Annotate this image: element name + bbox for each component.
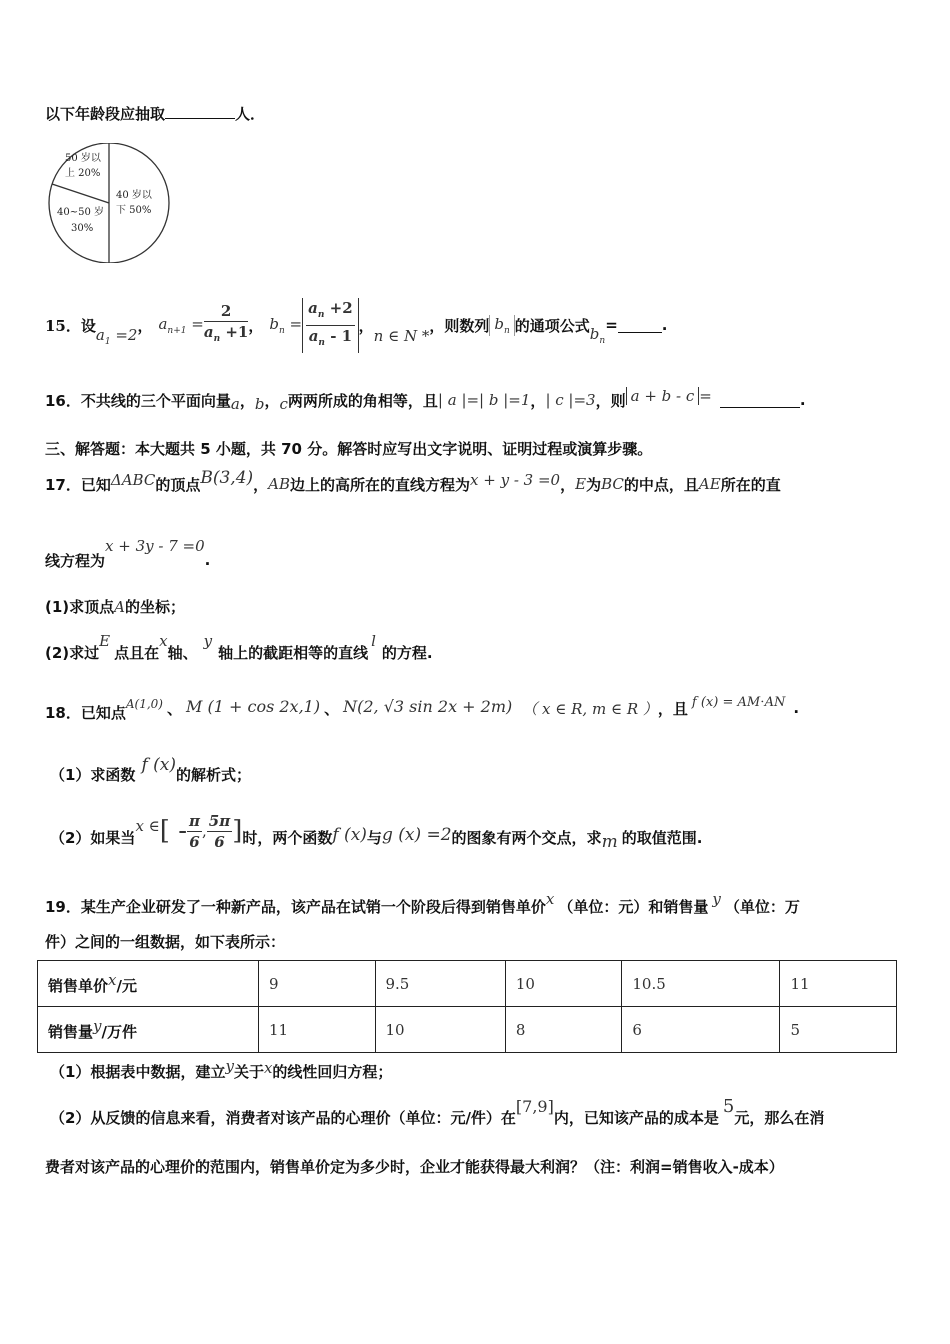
q15-domain: n ∈ N * — [373, 327, 430, 345]
table-cell: 10 — [375, 1007, 505, 1053]
q17-eq2: x + 3y - 7 =0 — [105, 537, 205, 555]
q16-eq: = — [699, 387, 712, 405]
q17-p2-text-e: 的方程. — [381, 643, 433, 662]
q18-p2-m: m — [601, 832, 618, 852]
table-cell: 9.5 — [375, 961, 505, 1007]
q18-f-def: f (x) = AM⋅AN — [691, 694, 786, 710]
row-header-price: 销售单价x/元 — [38, 961, 259, 1007]
age-pie-chart — [45, 143, 175, 263]
q19-text-a: 19．某生产企业研发了一种新产品，该产品在试销一个阶段后得到销售单价 — [45, 897, 546, 916]
q18-p1-f: f (x) — [141, 755, 177, 775]
q16-c: c — [279, 395, 288, 413]
q19-p1-text-c: 的线性回归方程； — [272, 1062, 393, 1081]
q17-p2-y: y — [203, 632, 213, 650]
q16-answer-blank — [720, 393, 800, 408]
sales-data-table — [37, 960, 897, 1053]
q18-p2-text-d: 的图象有两个交点，求 — [451, 828, 602, 847]
q18-p2-frac1: $\frac{\pi}{6}$ — [189, 811, 200, 851]
q17-text-b: 的顶点 — [155, 475, 201, 494]
q19-text-c: （单位：万 — [724, 897, 800, 916]
q18-point-m: M (1 + cos 2x,1) — [186, 696, 321, 716]
pie-label-50plus-1: 50 岁以 — [65, 153, 101, 164]
table-cell: 5 — [780, 1007, 897, 1053]
intro-text: 以下年龄段应抽取 — [45, 105, 166, 123]
q17-text-line2: 线方程为 — [45, 551, 106, 570]
question-15 — [45, 300, 667, 350]
q19-p1-text-b: 关于 — [233, 1062, 264, 1081]
q18-text-c: . — [793, 699, 800, 717]
q18-p2-lbracket: [ - — [159, 816, 187, 846]
q17-text-d: 边上的高所在的直线方程为 — [290, 475, 471, 494]
q15-text2: 的通项公式 — [514, 316, 590, 335]
q19-part2 — [50, 1094, 824, 1130]
q18-p2-text-e: 的取值范围. — [621, 828, 703, 847]
q18-p1-text-a: （1）求函数 — [50, 765, 136, 784]
q19-p2-text-b: 内，已知该产品的成本是 — [553, 1108, 719, 1127]
pie-label-under40-2: 下 50% — [116, 205, 152, 216]
q16-sep3: ， — [530, 391, 546, 410]
q18-text-a: 18．已知点 — [45, 703, 126, 722]
q16-number: 16．不共线的三个平面向量 — [45, 391, 231, 410]
q18-sep1: 、 — [167, 699, 183, 718]
q15-frac1: $\frac{2}{a_n +1}$ — [203, 302, 249, 344]
q18-sep2: 、 — [324, 699, 340, 718]
question-17-line1 — [45, 466, 781, 502]
q18-p1-text-b: 的解析式； — [176, 765, 252, 784]
q15-an1: $a_{n+1}$ = — [158, 314, 204, 336]
q15-abs-frac: $\frac{a_n +2}{a_n - 1}$ — [302, 298, 359, 353]
pie-label-under40-1: 40 岁以 — [116, 190, 152, 201]
q15-eq: = — [605, 316, 618, 334]
q17-ab: AB — [268, 475, 291, 493]
question-16 — [45, 382, 806, 418]
q17-part2 — [45, 628, 433, 664]
q17-text-g: 的中点，且 — [623, 475, 699, 494]
q17-p2-x: x — [159, 632, 168, 650]
row-header-volume: 销售量y/万件 — [38, 1007, 259, 1053]
q18-p2-gx: g (x) =2 — [381, 825, 452, 845]
q19-part1 — [50, 1058, 392, 1084]
q17-p2-e: E — [99, 632, 111, 650]
q17-bc: BC — [601, 475, 624, 493]
q16-sep1: ， — [239, 391, 255, 410]
q17-p2-text-d: 轴上的截距相等的直线 — [218, 643, 369, 662]
q17-p2-text-b: 点且在 — [114, 643, 160, 662]
q16-end: . — [799, 391, 806, 409]
q18-text-b: ，且 — [657, 699, 688, 718]
q17-eq1: x + y - 3 =0 — [470, 471, 561, 489]
q19-x: x — [545, 890, 555, 908]
q17-p2-text-a: (2)求过 — [45, 643, 100, 662]
q16-sep2: ， — [264, 391, 280, 410]
question-17-line2 — [45, 532, 210, 576]
section-3-heading: 三、解答题：本大题共 5 小题，共 70 分。解答时应写出文字说明、证明过程或演算步骤。 — [45, 440, 653, 458]
q15-text1: ，则数列 — [429, 316, 490, 335]
table-row — [38, 961, 897, 1007]
q15-end: . — [661, 316, 668, 334]
q19-p2-cost: 5 — [722, 1095, 735, 1117]
table-row — [38, 1007, 897, 1053]
q17-text-a: 17．已知 — [45, 475, 111, 494]
q18-p2-text-b: 时，两个函数 — [242, 828, 333, 847]
q16-cond1: | a |=| b |=1 — [437, 391, 531, 409]
q17-point-b: B(3,4) — [200, 468, 254, 488]
q17-text-h: 所在的直 — [720, 475, 781, 494]
q19-line2: 件）之间的一组数据，如下表所示： — [45, 933, 286, 951]
q15-bn2: $b_n$ — [589, 324, 606, 346]
q17-part1 — [45, 596, 185, 617]
q15-bn: $b_n$ = — [269, 314, 303, 336]
table-cell: 9 — [259, 961, 376, 1007]
q15-comma3: ， — [358, 316, 374, 335]
q19-p2-text-c: 元，那么在消 — [734, 1108, 825, 1127]
q17-text-c: ， — [253, 475, 269, 494]
intro-suffix: 人． — [235, 105, 266, 123]
question-19-line1 — [45, 886, 800, 920]
q19-p1-text-a: （1）根据表中数据，建立 — [50, 1062, 226, 1081]
q18-part1 — [50, 752, 251, 788]
q17-text-f: 为 — [586, 475, 602, 494]
q16-expr: a + b - c — [626, 387, 700, 405]
q15-answer-blank — [618, 318, 662, 333]
table-cell: 10.5 — [622, 961, 780, 1007]
table-cell: 11 — [259, 1007, 376, 1053]
q19-part2-line2: 费者对该产品的心理价的范围内，销售单价定为多少时，企业才能获得最大利润？（注：利润=销售收入-成本） — [45, 1158, 784, 1176]
q17-text-e: ， — [560, 475, 576, 494]
q18-part2 — [50, 806, 702, 856]
q16-text2: ，则 — [595, 391, 626, 410]
table-cell: 11 — [780, 961, 897, 1007]
pie-label-50plus-2: 上 20% — [65, 168, 101, 179]
q17-p1-a: A — [114, 597, 125, 616]
q15-comma1: ， — [137, 316, 153, 335]
table-cell: 10 — [505, 961, 622, 1007]
q16-text1: 两两所成的角相等，且 — [287, 391, 438, 410]
q15-a1: $a_1 =2$ — [95, 325, 138, 347]
table-cell: 8 — [505, 1007, 622, 1053]
q18-p2-text-c: 与 — [366, 828, 382, 847]
q17-e: E — [575, 475, 587, 493]
q15-seq: $b_n$ — [489, 315, 514, 336]
q15-number: 15．设 — [45, 316, 96, 335]
q15-comma2: ， — [248, 316, 264, 335]
q17-p2-text-c: 轴、 — [167, 643, 198, 662]
q16-cond2: | c |=3 — [545, 391, 596, 409]
q16-b: b — [254, 395, 265, 413]
q19-p1-x: x — [263, 1059, 273, 1077]
q17-triangle: ΔABC — [110, 471, 156, 489]
q18-point-n: N(2, √3 sin 2x + 2m) — [343, 696, 513, 716]
q18-p2-comma: , — [201, 822, 207, 840]
answer-blank — [165, 104, 235, 119]
q17-p1-text-a: (1)求顶点 — [45, 598, 115, 616]
q18-p2-x: x ∈ — [135, 817, 160, 835]
q17-ae: AE — [698, 475, 721, 493]
q19-p2-range: [7,9] — [515, 1096, 554, 1116]
q17-p2-l: l — [371, 632, 376, 650]
intro-line — [45, 103, 265, 124]
q18-condition: （ x ∈ R, m ∈ R ） — [522, 699, 658, 718]
q18-p2-frac2: $\frac{5\pi}{6}$ — [208, 811, 231, 851]
q17-line2-end: . — [204, 551, 211, 569]
q18-p2-fx: f (x) — [332, 825, 367, 845]
question-18-line1 — [45, 690, 799, 726]
q16-a: a — [230, 395, 240, 413]
q19-y: y — [712, 890, 721, 908]
pie-label-40to50-1: 40~50 岁 — [57, 207, 105, 218]
q18-p2-text-a: （2）如果当 — [50, 828, 136, 847]
q19-p2-text-a: （2）从反馈的信息来看，消费者对该产品的心理价（单位：元/件）在 — [50, 1108, 516, 1127]
q19-p1-y: y — [225, 1057, 234, 1075]
q19-text-b: （单位：元）和销售量 — [558, 897, 709, 916]
q18-point-a: A(1,0) — [125, 697, 163, 711]
pie-label-40to50-2: 30% — [71, 223, 94, 234]
q17-p1-text-b: 的坐标； — [125, 598, 186, 616]
table-cell: 6 — [622, 1007, 780, 1053]
q18-p2-rbracket: ] — [232, 816, 243, 846]
